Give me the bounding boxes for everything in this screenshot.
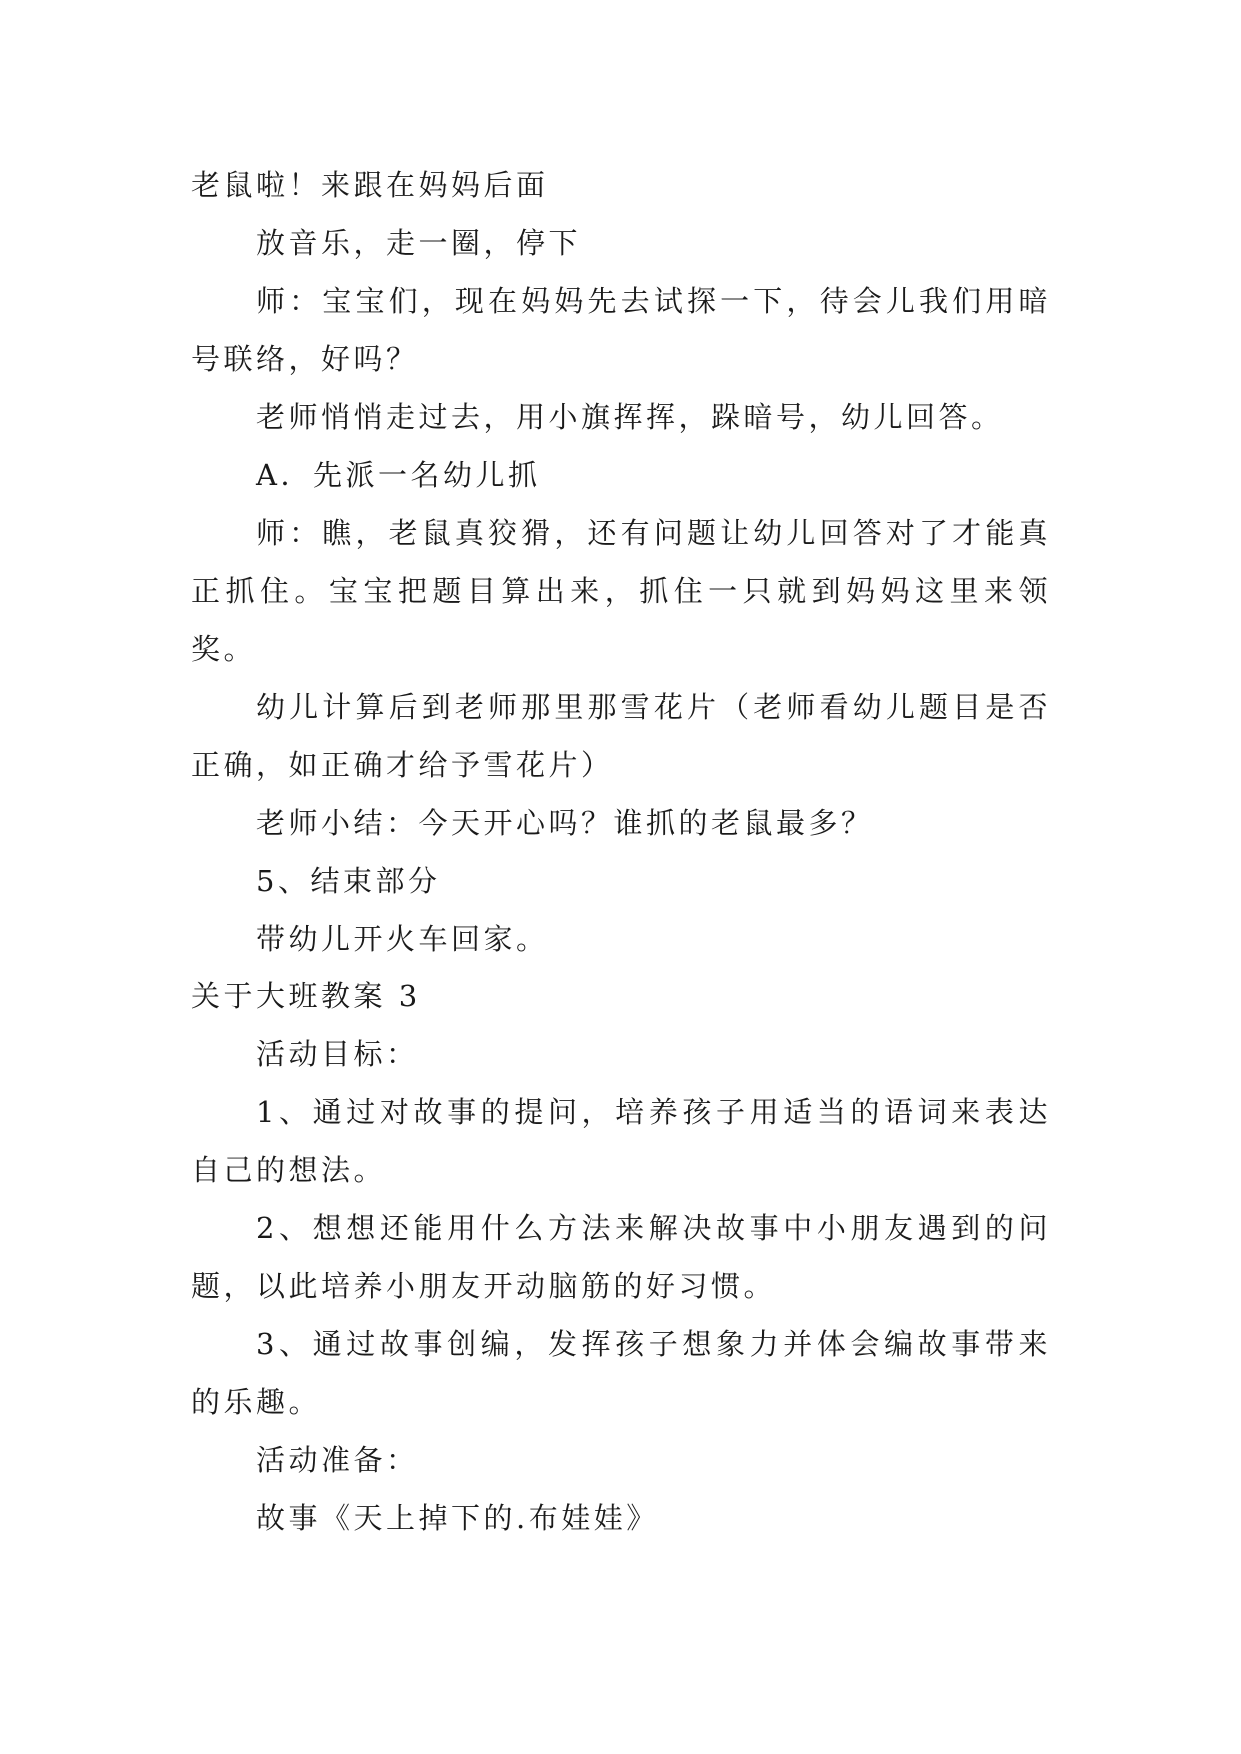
paragraph: 3、通过故事创编，发挥孩子想象力并体会编故事带来的乐趣。 — [191, 1327, 1051, 1419]
paragraph: 老师悄悄走过去，用小旗挥挥，跺暗号，幼儿回答。 — [256, 400, 1004, 434]
paragraph: 老鼠啦！来跟在妈妈后面 — [191, 168, 549, 202]
paragraph: 放音乐，走一圈，停下 — [256, 226, 582, 260]
paragraph: 师：宝宝们，现在妈妈先去试探一下，待会儿我们用暗号联络，好吗？ — [191, 284, 1051, 376]
paragraph: 1、通过对故事的提问，培养孩子用适当的语词来表达自己的想法。 — [191, 1095, 1051, 1187]
paragraph: 活动准备： — [256, 1443, 419, 1477]
paragraph: 老师小结：今天开心吗？谁抓的老鼠最多？ — [256, 806, 874, 840]
paragraph: 幼儿计算后到老师那里那雪花片（老师看幼儿题目是否正确，如正确才给予雪花片） — [191, 690, 1051, 782]
section-lesson-continuation — [191, 156, 1051, 968]
paragraph: 2、想想还能用什么方法来解决故事中小朋友遇到的问题，以此培养小朋友开动脑筋的好习惯。 — [191, 1211, 1051, 1303]
paragraph: 活动目标： — [256, 1037, 419, 1071]
paragraph: A．先派一名幼儿抓 — [256, 458, 541, 492]
paragraph: 带幼儿开火车回家。 — [256, 922, 549, 956]
section-lesson-plan-3 — [191, 967, 1051, 1547]
paragraph: 故事《天上掉下的.布娃娃》 — [256, 1501, 659, 1535]
paragraph: 5、结束部分 — [256, 864, 441, 898]
section-heading: 关于大班教案 3 — [191, 979, 421, 1013]
paragraph: 师：瞧，老鼠真狡猾，还有问题让幼儿回答对了才能真正抓住。宝宝把题目算出来，抓住一只就到妈妈这里来领奖。 — [191, 516, 1051, 666]
